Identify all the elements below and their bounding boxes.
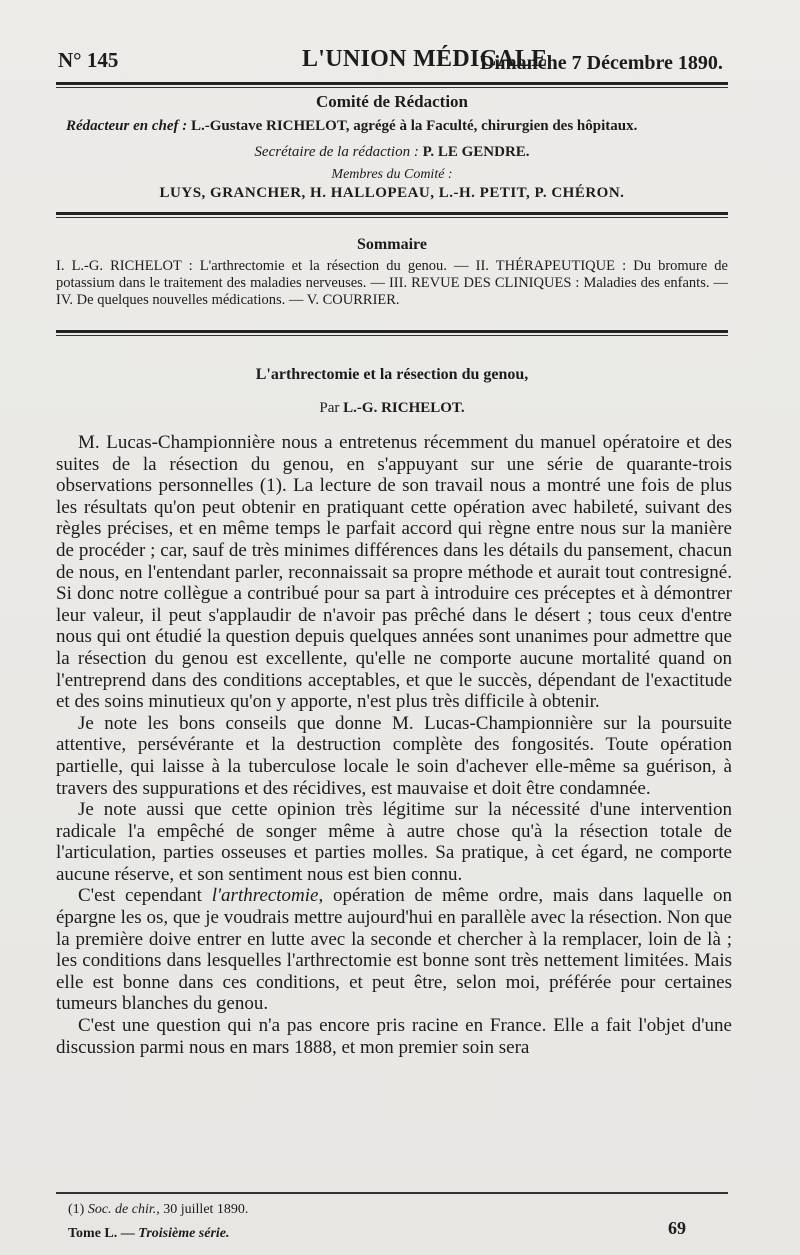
summary-rule-thin [56,335,728,336]
paragraph-text: C'est cependant [78,885,212,907]
summary-text: I. L.-G. RICHELOT : L'arthrectomie et la résection du genou. — II. THÉRAPEUTIQUE : Du bromure de potassium dans le traitement des maladies nerveuses. — III. REVUE DES CLINIQUES : Maladies des enfants. — IV. De quelques nouvelles médications. — V. COURRIER. [56,258,728,308]
paragraph: C'est une question qui n'a pas encore pris racine en France. Elle a fait l'objet d'une discussion parmi nous en mars 1888, et mon premier soin sera [56,1015,732,1058]
secretary-name: P. LE GENDRE. [422,144,530,160]
volume-info [68,1226,230,1242]
article-author: L.-G. RICHELOT. [343,400,465,416]
footnote [68,1202,248,1218]
summary-title: Sommaire [357,236,427,253]
paragraph: M. Lucas-Championnière nous a entretenus récemment du manuel opératoire et des suites de la résection du genou, en s'appuyant sur une série de quarante-trois observations personnelles (1). La lecture de son travail nous a montré une fois de plus les résultats qu'on peut obtenir en pratiquant cette opération avec habileté, suivant des règles précises, et en même temps le parfait accord qui règne entre nous sur la manière de procéder ; car, sauf de très minimes différences dans les détails du pansement, chacun de nous, en l'entendant parler, reconnaissait sa propre méthode et aurait tout contresigné. Si donc notre collègue a contribué pour sa part à introduire ces préceptes et à démontrer leur valeur, il peut s'applaudir de n'avoir pas prêché dans le désert ; tous ceux d'entre nous qui ont étudié la question depuis quelques années sont unanimes pour admettre que la résection du genou est excellente, qu'elle ne comporte aucune mortalité quand on l'entreprend dans des conditions acceptables, et que le succès, dépendant de l'exactitude et des soins minutieux qu'on y apporte, n'est plus très difficile à obtenir. [56,432,732,713]
paragraph: Je note les bons conseils que donne M. Lucas-Championnière sur la poursuite attentive, persévérante et la destruction complète des fongosités. Toute opération partielle, qui laisse à la tuberculose locale le soin d'achever elle-même sa guérison, à travers des suppurations et des récidives, est mauvaise et doit être condamnée. [56,712,732,799]
editor-line [66,118,706,135]
journal-title: L'UNION MÉDICALE [302,46,548,72]
summary-rule [56,330,728,333]
footnote-rule [56,1192,728,1194]
emphasized-term: l'arthrectomie [211,885,319,907]
article-body [56,432,732,1058]
editor-label: Rédacteur en chef : [66,118,188,134]
article-title: L'arthrectomie et la résection du genou, [255,366,529,383]
header-rule [56,82,728,85]
page-header [58,44,730,80]
series-label: Troisième série. [138,1226,230,1241]
paragraph: Je note aussi que cette opinion très légitime sur la nécessité d'une intervention radicale l'a empêché de songer même à autre chose qu'à la résection totale de l'articulation, parties osseuses et parties molles. Sa pratique, à cet égard, ne comporte aucune réserve, et son sentiment nous est bien connu. [56,799,732,885]
footnote-source: Soc. de chir., [87,1202,160,1217]
article-byline [56,400,728,417]
tome-label: Tome L. — [68,1226,135,1241]
paragraph-text: , opération de même ordre, mais dans laquelle on épargne les os, que je voudrais mettre aujourd'hui en parallèle avec la résection. Non que la première doive entrer en lutte avec la seconde et chercher à la remplacer, loin de là ; les conditions dans lesquelles l'arthrectomie est bonne sont très nettement limitées. Mais elle est bonne dans ces conditions, et peut être, selon moi, préférée pour certaines tumeurs blanches du genou. [56,885,732,1015]
footnote-number: (1) [68,1202,85,1217]
secretary-label: Secrétaire de la rédaction : [254,144,419,160]
members-label: Membres du Comité : [331,167,453,182]
paragraph [56,885,732,1015]
byline-prefix: Par [319,400,340,416]
editor-name: L.-Gustave RICHELOT, agrégé à la Faculté, chirurgien des hôpitaux. [190,118,638,134]
secretary-line [56,144,728,161]
header-rule-thin [56,87,728,88]
page-number: 69 [668,1218,686,1238]
committee-rule-thin [56,217,728,218]
issue-number: N° 145 [58,48,119,72]
footnote-date: 30 juillet 1890. [163,1202,249,1217]
committee-rule [56,212,728,215]
issue-date: Dimanche 7 Décembre 1890. [480,52,723,74]
committee-title: Comité de Rédaction [315,92,469,111]
members-list: LUYS, GRANCHER, H. HALLOPEAU, L.-H. PETIT, P. CHÉRON. [159,185,625,201]
